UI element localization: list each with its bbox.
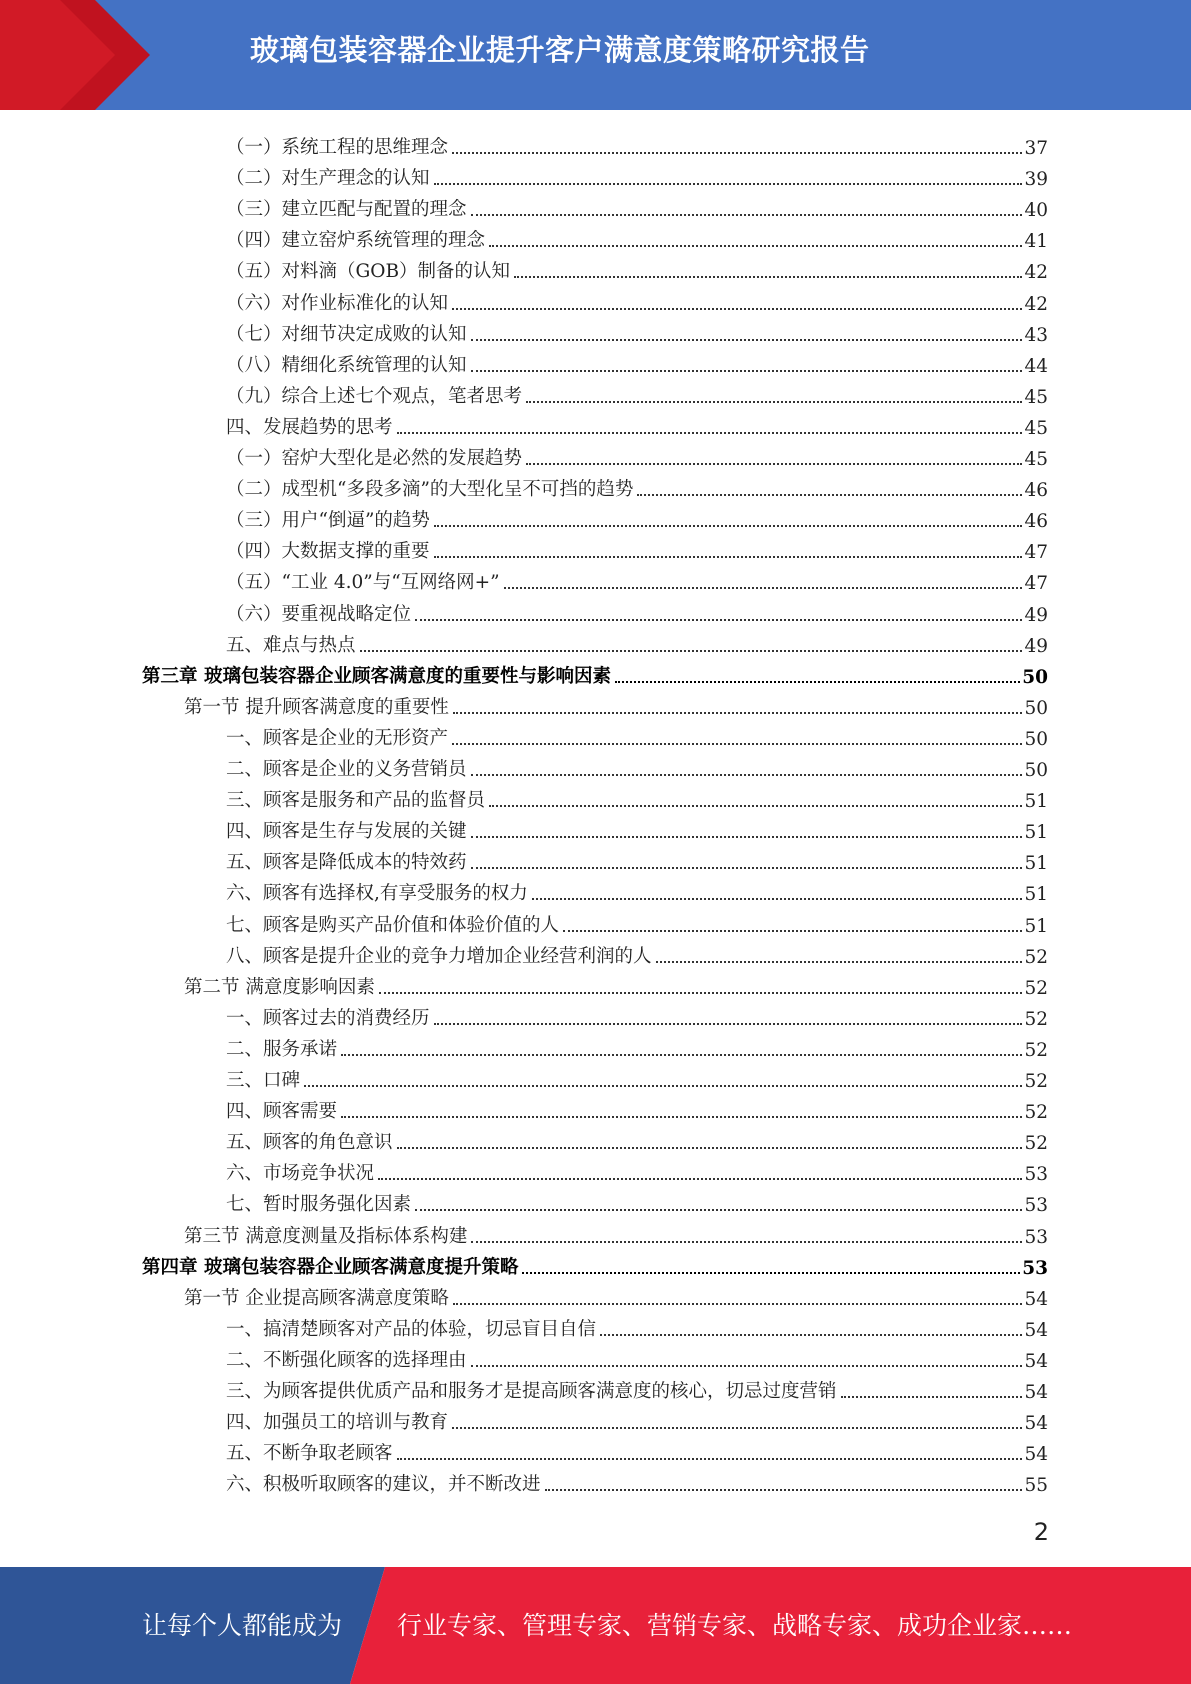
toc-dot-leader	[397, 1458, 1023, 1460]
toc-entry-label: （四）建立窑炉系统管理的理念	[226, 230, 486, 252]
toc-entry[interactable]	[226, 532, 1048, 563]
toc-dot-leader	[615, 681, 1020, 683]
toc-entry-label: 五、不断争取老顾客	[226, 1443, 393, 1465]
toc-entry-label: 三、为顾客提供优质产品和服务才是提高顾客满意度的核心，切忌过度营销	[226, 1381, 837, 1402]
toc-entry-label: 三、顾客是服务和产品的监督员	[226, 790, 486, 812]
toc-entry-label: （六）对作业标准化的认知	[226, 292, 449, 314]
toc-entry-label: 四、顾客需要	[226, 1101, 338, 1123]
toc-entry-label: 第一节 提升顾客满意度的重要性	[184, 696, 449, 718]
toc-entry[interactable]	[226, 812, 1048, 843]
toc-entry-page: 39	[1024, 169, 1048, 191]
toc-entry[interactable]	[226, 563, 1048, 594]
toc-entry-page: 52	[1024, 946, 1048, 968]
toc-entry-page: 49	[1024, 635, 1048, 657]
toc-dot-leader	[471, 836, 1023, 838]
toc-entry-page: 52	[1024, 1071, 1048, 1092]
toc-entry[interactable]	[226, 190, 1048, 221]
toc-entry-label: 七、暂时服务强化因素	[226, 1194, 412, 1216]
toc-dot-leader	[452, 152, 1022, 154]
toc-entry-label: 第三章 玻璃包装容器企业顾客满意度的重要性与影响因素	[142, 665, 611, 687]
toc-entry-label: 四、加强员工的培训与教育	[226, 1412, 449, 1434]
toc-entry-label: （一）窑炉大型化是必然的发展趋势	[226, 448, 523, 469]
toc-entry-page: 45	[1024, 417, 1048, 439]
toc-entry-label: （六）要重视战略定位	[226, 603, 412, 625]
toc-entry-label: 一、顾客过去的消费经历	[226, 1007, 430, 1029]
toc-entry-page: 54	[1024, 1288, 1048, 1310]
toc-dot-leader	[434, 525, 1023, 527]
toc-entry[interactable]	[184, 968, 1048, 999]
toc-entry-label: （二）对生产理念的认知	[226, 168, 430, 190]
toc-dot-leader	[360, 650, 1023, 652]
toc-entry[interactable]	[226, 1061, 1048, 1092]
toc-entry-page: 42	[1024, 293, 1048, 315]
toc-dot-leader	[415, 619, 1022, 621]
toc-dot-leader	[452, 1427, 1022, 1429]
toc-entry[interactable]	[226, 501, 1048, 532]
toc-dot-leader	[841, 1396, 1023, 1398]
toc-entry[interactable]	[226, 781, 1048, 812]
toc-entry[interactable]	[184, 1217, 1048, 1248]
toc-entry[interactable]	[226, 1434, 1048, 1465]
toc-dot-leader	[379, 992, 1023, 994]
toc-dot-leader	[545, 1489, 1023, 1491]
toc-entry[interactable]	[226, 315, 1048, 346]
toc-entry-label: 七、顾客是购买产品价值和体验价值的人	[226, 914, 560, 936]
toc-dot-leader	[514, 276, 1022, 278]
toc-entry-label: （一）系统工程的思维理念	[226, 137, 449, 158]
toc-entry-label: （三）用户“倒逼”的趋势	[226, 510, 430, 532]
toc-dot-leader	[532, 898, 1023, 900]
toc-entry[interactable]	[226, 1341, 1048, 1372]
toc-entry-page: 53	[1024, 1164, 1048, 1186]
toc-entry[interactable]	[226, 750, 1048, 781]
toc-entry[interactable]	[226, 1123, 1048, 1154]
toc-entry-page: 50	[1024, 697, 1048, 719]
toc-dot-leader	[471, 339, 1023, 341]
toc-entry[interactable]	[226, 719, 1048, 750]
toc-entry-label: 二、顾客是企业的义务营销员	[226, 759, 467, 780]
toc-entry-label: 五、难点与热点	[226, 634, 356, 656]
document-title: 玻璃包装容器企业提升客户满意度策略研究报告	[250, 33, 870, 67]
toc-entry-page: 51	[1024, 915, 1048, 937]
footer-slogan-right: 行业专家、管理专家、营销专家、战略专家、成功企业家……	[397, 1611, 1073, 1640]
toc-entry-page: 46	[1024, 480, 1048, 502]
page-number: 2	[1033, 1518, 1049, 1546]
toc-entry-page: 54	[1024, 1350, 1048, 1372]
toc-entry[interactable]	[184, 688, 1048, 719]
toc-entry-label: 八、顾客是提升企业的竞争力增加企业经营利润的人	[226, 945, 652, 967]
header-red-arrow	[0, 0, 160, 110]
toc-entry-label: 五、顾客是降低成本的特效药	[226, 852, 467, 874]
toc-dot-leader	[526, 401, 1022, 403]
toc-entry[interactable]	[226, 346, 1048, 377]
toc-entry[interactable]	[226, 595, 1048, 626]
toc-dot-leader	[526, 463, 1022, 465]
toc-entry-label: 第一节 企业提高顾客满意度策略	[184, 1287, 449, 1309]
toc-entry-page: 51	[1024, 884, 1048, 906]
toc-dot-leader	[471, 370, 1023, 372]
toc-entry-label: （三）建立匹配与配置的理念	[226, 199, 467, 221]
toc-entry-page: 41	[1024, 231, 1048, 253]
toc-entry-label: 六、顾客有选择权,有享受服务的权力	[226, 883, 528, 905]
toc-dot-leader	[489, 805, 1022, 807]
toc-entry-label: （九）综合上述七个观点，笔者思考	[226, 385, 523, 407]
toc-entry-page: 50	[1022, 666, 1048, 688]
toc-dot-leader	[341, 1054, 1022, 1056]
toc-entry-label: 三、口碑	[226, 1070, 301, 1091]
toc-entry[interactable]	[226, 377, 1048, 408]
toc-dot-leader	[452, 308, 1022, 310]
toc-entry[interactable]	[226, 999, 1048, 1030]
toc-entry-label: 四、发展趋势的思考	[226, 416, 393, 438]
toc-dot-leader	[522, 1272, 1020, 1274]
toc-entry[interactable]	[226, 1403, 1048, 1434]
toc-entry-page: 55	[1024, 1475, 1048, 1497]
toc-dot-leader	[415, 1209, 1022, 1211]
toc-entry-label: 一、顾客是企业的无形资产	[226, 727, 449, 749]
toc-dot-leader	[471, 214, 1023, 216]
toc-entry-page: 52	[1024, 1133, 1048, 1155]
toc-entry-page: 47	[1024, 542, 1048, 564]
toc-dot-leader	[563, 930, 1022, 932]
toc-entry-page: 51	[1024, 791, 1048, 813]
toc-dot-leader	[397, 432, 1023, 434]
footer-slogan-left: 让每个人都能成为	[142, 1611, 343, 1640]
toc-dot-leader	[397, 1147, 1023, 1149]
toc-dot-leader	[637, 494, 1022, 496]
toc-entry-page: 52	[1024, 977, 1048, 999]
toc-dot-leader	[504, 587, 1023, 589]
toc-entry[interactable]	[226, 1372, 1048, 1403]
toc-entry-label: 五、顾客的角色意识	[226, 1132, 393, 1154]
toc-entry[interactable]	[142, 657, 1048, 688]
toc-dot-leader	[471, 1241, 1022, 1243]
toc-entry-page: 43	[1024, 324, 1048, 346]
toc-entry-page: 45	[1024, 449, 1048, 470]
toc-entry[interactable]	[226, 1185, 1048, 1216]
toc-dot-leader	[656, 961, 1023, 963]
toc-entry-label: 二、不断强化顾客的选择理由	[226, 1349, 467, 1371]
toc-entry[interactable]	[226, 1465, 1048, 1496]
toc-entry[interactable]	[226, 1310, 1048, 1341]
toc-dot-leader	[341, 1116, 1022, 1118]
toc-entry-page: 53	[1022, 1257, 1048, 1279]
toc-entry-page: 52	[1024, 1102, 1048, 1124]
toc-entry-label: 二、服务承诺	[226, 1038, 338, 1060]
toc-entry-label: （二）成型机“多段多滴”的大型化呈不可挡的趋势	[226, 479, 634, 501]
toc-dot-leader	[452, 743, 1022, 745]
toc-dot-leader	[304, 1085, 1022, 1087]
toc-entry[interactable]	[184, 1279, 1048, 1310]
toc-dot-leader	[378, 1178, 1022, 1180]
toc-entry[interactable]	[226, 874, 1048, 905]
toc-entry-label: 六、市场竞争状况	[226, 1163, 375, 1185]
toc-dot-leader	[489, 245, 1022, 247]
toc-dot-leader	[434, 556, 1023, 558]
toc-entry-page: 45	[1024, 386, 1048, 408]
toc-entry-label: （七）对细节决定成败的认知	[226, 323, 467, 345]
toc-entry-page: 42	[1024, 262, 1048, 284]
toc-dot-leader	[453, 712, 1023, 714]
toc-entry-page: 50	[1024, 728, 1048, 750]
toc-entry-page: 54	[1024, 1413, 1048, 1435]
toc-entry-label: 第二节 满意度影响因素	[184, 976, 375, 998]
toc-entry-page: 37	[1024, 138, 1048, 159]
toc-entry-label: 第四章 玻璃包装容器企业顾客满意度提升策略	[142, 1256, 519, 1278]
toc-dot-leader	[471, 1365, 1023, 1367]
toc-entry[interactable]	[226, 128, 1048, 159]
toc-entry[interactable]	[226, 906, 1048, 937]
toc-entry[interactable]	[226, 470, 1048, 501]
toc-entry-page: 44	[1024, 355, 1048, 377]
toc-entry[interactable]	[226, 1154, 1048, 1185]
toc-entry-page: 53	[1024, 1226, 1048, 1248]
toc-entry[interactable]	[226, 408, 1048, 439]
toc-dot-leader	[471, 867, 1023, 869]
toc-entry-label: （五）对料滴（GOB）制备的认知	[226, 261, 511, 283]
toc-dot-leader	[600, 1334, 1022, 1336]
toc-entry-page: 50	[1024, 760, 1048, 781]
toc-entry[interactable]	[226, 284, 1048, 315]
toc-entry-page: 46	[1024, 511, 1048, 533]
toc-entry-page: 51	[1024, 853, 1048, 875]
toc-dot-leader	[434, 183, 1023, 185]
toc-entry-label: （四）大数据支撑的重要	[226, 541, 430, 563]
toc-entry[interactable]	[226, 221, 1048, 252]
toc-entry-label: 一、搞清楚顾客对产品的体验，切忌盲目自信	[226, 1318, 597, 1340]
toc-entry-page: 47	[1024, 573, 1048, 595]
toc-entry-label: 四、顾客是生存与发展的关键	[226, 821, 467, 843]
toc-entry-label: （五）“工业 4.0”与“互网络网+”	[226, 572, 500, 594]
toc-entry-page: 52	[1024, 1039, 1048, 1061]
toc-entry-page: 52	[1024, 1008, 1048, 1030]
toc-entry-page: 54	[1024, 1319, 1048, 1341]
toc-entry[interactable]	[226, 1092, 1048, 1123]
toc-entry[interactable]	[226, 843, 1048, 874]
page-header	[0, 0, 1191, 110]
toc-dot-leader	[453, 1303, 1023, 1305]
toc-entry[interactable]	[226, 252, 1048, 283]
toc-entry-label: 六、积极听取顾客的建议，并不断改进	[226, 1474, 541, 1496]
toc-entry-page: 53	[1024, 1195, 1048, 1217]
toc-entry[interactable]	[226, 439, 1048, 470]
toc-entry[interactable]	[142, 1248, 1048, 1279]
toc-dot-leader	[471, 774, 1023, 776]
toc-entry[interactable]	[226, 626, 1048, 657]
toc-entry[interactable]	[226, 1030, 1048, 1061]
toc-entry-label: （八）精细化系统管理的认知	[226, 354, 467, 376]
page-footer	[0, 1567, 1191, 1684]
toc-entry-label: 第三节 满意度测量及指标体系构建	[184, 1225, 468, 1247]
toc-entry-page: 40	[1024, 200, 1048, 222]
toc-entry-page: 51	[1024, 822, 1048, 844]
toc-entry[interactable]	[226, 937, 1048, 968]
toc-entry-page: 49	[1024, 604, 1048, 626]
toc-entry-page: 54	[1024, 1382, 1048, 1403]
toc-entry[interactable]	[226, 159, 1048, 190]
toc-entry-page: 54	[1024, 1444, 1048, 1466]
toc-dot-leader	[434, 1023, 1023, 1025]
